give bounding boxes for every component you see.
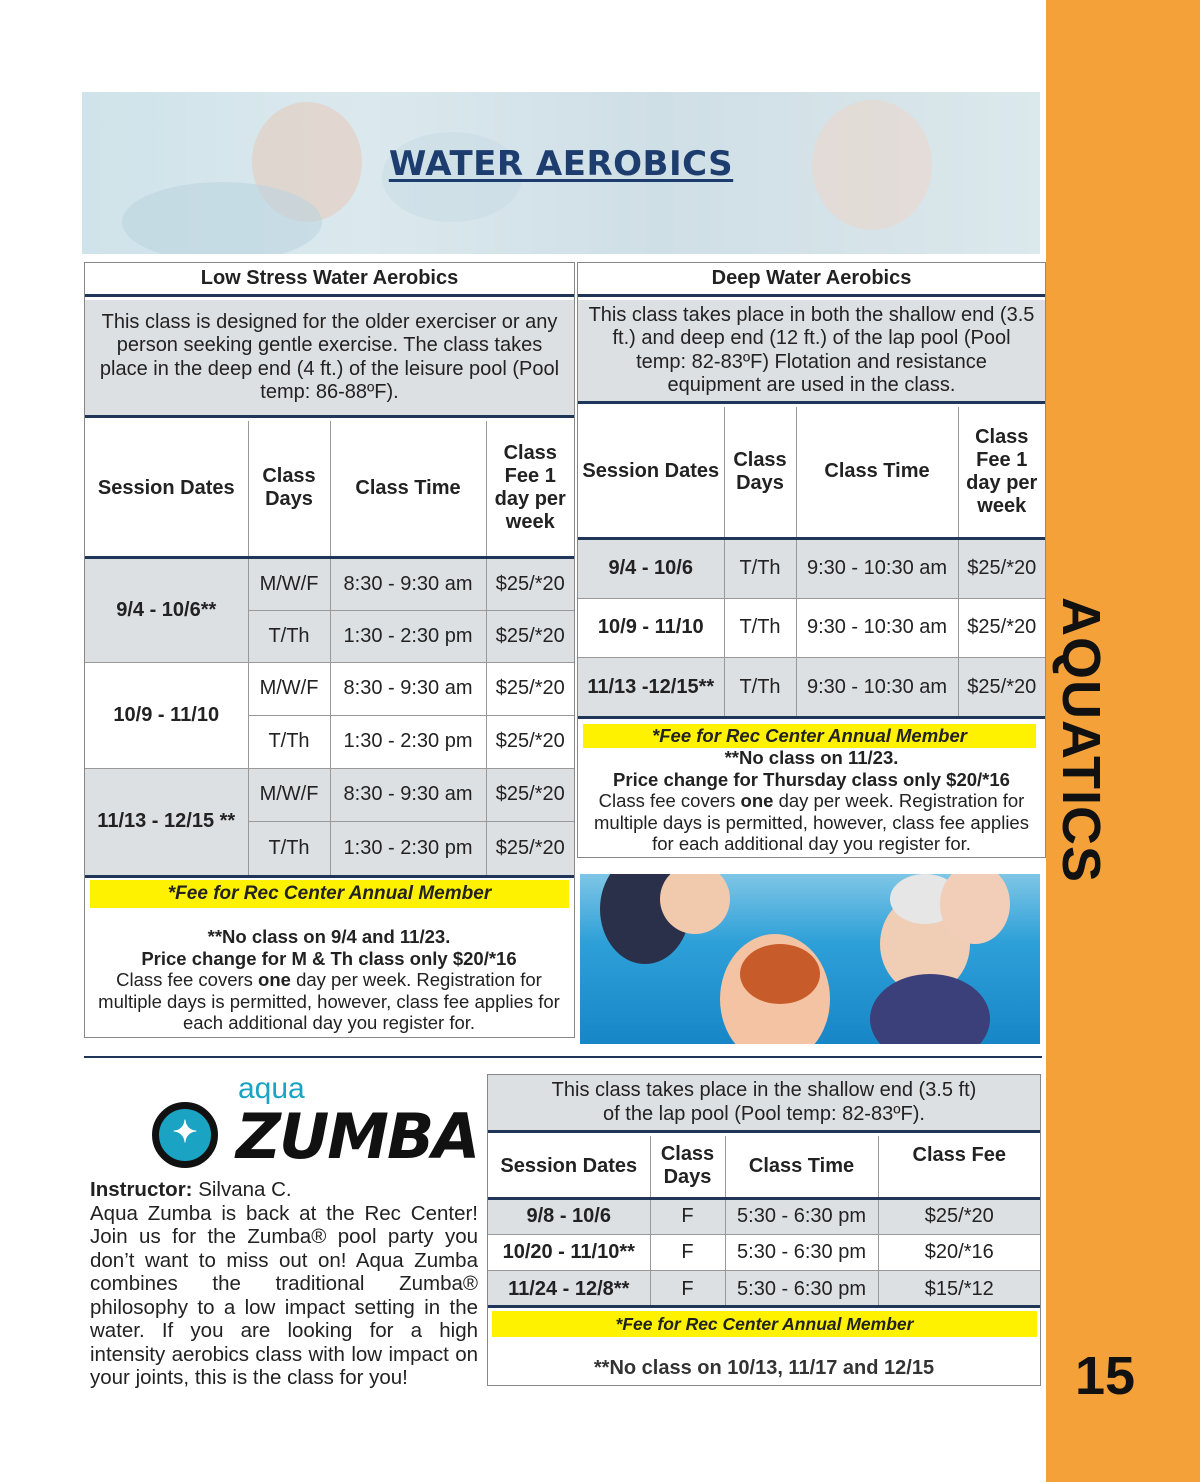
zumba-schedule-table — [488, 1136, 1040, 1308]
header-session-dates: Session Dates — [582, 460, 720, 483]
no-class-note: **No class on 10/13, 11/17 and 12/15 — [593, 1357, 935, 1379]
header-class-time: Class Time — [330, 421, 486, 557]
class-fee: $25/*20 — [878, 1198, 1040, 1234]
class-days: T/Th — [724, 538, 796, 598]
header-session-dates: Session Dates — [500, 1154, 638, 1177]
page-number: 15 — [1074, 1346, 1136, 1406]
class-days: M/W/F — [248, 662, 330, 715]
banner — [82, 92, 1040, 254]
class-time: 5:30 - 6:30 pm — [725, 1198, 878, 1234]
header-class-days: Class Days — [650, 1136, 725, 1198]
deep-water-title: Deep Water Aerobics — [578, 263, 1045, 297]
fee-note: Class fee covers one day per week. Registration for multiple days is permitted, however, class fee applies for each additional day you register for. — [98, 969, 560, 1033]
class-time: 8:30 - 9:30 am — [330, 662, 486, 715]
class-days: T/Th — [248, 610, 330, 662]
price-change-note: Price change for Thursday class only $20/*16 — [613, 768, 1010, 790]
header-class-days: Class Days — [248, 421, 330, 557]
class-fee: $25/*20 — [958, 538, 1045, 598]
instructor: Instructor: Silvana C. — [90, 1178, 292, 1201]
class-time: 1:30 - 2:30 pm — [330, 610, 486, 662]
member-fee-note: *Fee for Rec Center Annual Member — [492, 1311, 1037, 1337]
class-time: 1:30 - 2:30 pm — [330, 715, 486, 768]
no-class-note: **No class on 11/23. — [724, 747, 899, 768]
no-class-note: **No class on 9/4 and 11/23. — [207, 926, 451, 947]
low-stress-notes — [92, 926, 566, 1034]
class-fee: $25/*20 — [958, 598, 1045, 657]
class-time: 5:30 - 6:30 pm — [725, 1234, 878, 1270]
class-days: M/W/F — [248, 768, 330, 821]
class-days: T/Th — [248, 821, 330, 875]
class-time: 9:30 - 10:30 am — [796, 538, 958, 598]
class-fee: $25/*20 — [486, 768, 574, 821]
session-dates: 11/13 -12/15** — [587, 676, 715, 699]
class-fee: $25/*20 — [486, 557, 574, 610]
divider-line — [488, 1305, 1040, 1308]
aqua-zumba-logo: aqua ✦ ZUMBA — [150, 1072, 420, 1172]
zumba-description: Instructor: Silvana C. Aqua Zumba is back at the Rec Center! Join us for the Zumba® pool party you don’t want to miss out on! Aqua Zumba combines the traditional Zumba® philosophy to a low impact setting in the water. If you are looking for a high intensity aerobics class with low impact on your joints, this is the class for you! — [90, 1178, 478, 1389]
deep-water-description: This class takes place in both the shallow end (3.5 ft.) and deep end (12 ft.) of the lap pool (Pool temp: 82-83ºF) Flotation and resistance equipment are used in the class. — [578, 300, 1045, 404]
class-fee: $25/*20 — [486, 715, 574, 768]
low-stress-description: This class is designed for the older exerciser or any person seeking gentle exercise. The class takes place in the deep end (4 ft.) of the leisure pool (Pool temp: 86-88ºF). — [85, 300, 574, 418]
header-class-time: Class Time — [725, 1136, 878, 1198]
session-dates: 10/9 - 11/10 — [85, 662, 248, 768]
class-fee: $20/*16 — [878, 1234, 1040, 1270]
low-stress-schedule-table — [85, 421, 574, 875]
class-days: T/Th — [724, 598, 796, 657]
page-title: WATER AEROBICS — [388, 144, 734, 184]
session-dates: 10/20 - 11/10** — [488, 1234, 650, 1270]
header-class-fee: Class Fee 1 day per week — [958, 407, 1045, 538]
class-days: F — [650, 1198, 725, 1234]
deep-water-notes — [582, 747, 1041, 855]
class-days: F — [650, 1234, 725, 1270]
divider-line — [85, 875, 574, 878]
session-dates: 9/4 - 10/6 — [578, 538, 724, 598]
session-dates: 11/13 - 12/15 ** — [97, 810, 236, 833]
deep-water-schedule-table — [578, 407, 1045, 718]
class-fee: $15/*12 — [878, 1271, 1040, 1308]
class-fee: $25/*20 — [486, 821, 574, 875]
session-dates: 9/8 - 10/6 — [488, 1198, 650, 1234]
class-days: F — [650, 1271, 725, 1308]
class-fee: $25/*20 — [486, 662, 574, 715]
header-class-fee: Class Fee 1 day per week — [486, 421, 574, 557]
price-change-note: Price change for M & Th class only $20/*16 — [141, 947, 517, 969]
header-class-time: Class Time — [796, 407, 958, 538]
class-fee: $25/*20 — [486, 610, 574, 662]
fee-note: Class fee covers one day per week. Registration for multiple days is permitted, however, class fee applies for each additional day you register for. — [594, 790, 1029, 854]
class-days: M/W/F — [248, 557, 330, 610]
header-class-days: Class Days — [724, 407, 796, 538]
member-fee-note: *Fee for Rec Center Annual Member — [583, 724, 1036, 748]
class-time: 9:30 - 10:30 am — [796, 657, 958, 718]
class-time: 9:30 - 10:30 am — [796, 598, 958, 657]
member-fee-note: *Fee for Rec Center Annual Member — [90, 880, 569, 908]
section-divider — [84, 1056, 1042, 1058]
class-days: T/Th — [724, 657, 796, 718]
section-label: AQUATICS — [1051, 597, 1111, 883]
divider-line — [578, 716, 1045, 719]
class-days: T/Th — [248, 715, 330, 768]
low-stress-title: Low Stress Water Aerobics — [85, 263, 574, 297]
class-photo — [580, 874, 1040, 1044]
session-dates: 9/4 - 10/6** — [85, 557, 248, 662]
class-time: 8:30 - 9:30 am — [330, 557, 486, 610]
class-fee: $25/*20 — [958, 657, 1045, 718]
header-session-dates: Session Dates — [97, 476, 235, 499]
zumba-table-description: This class takes place in the shallow end (3.5 ft) of the lap pool (Pool temp: 82-83ºF). — [488, 1075, 1040, 1133]
session-dates: 10/9 - 11/10 — [578, 598, 724, 657]
session-dates: 11/24 - 12/8** — [508, 1278, 630, 1301]
zumba-logo-icon: ✦ — [152, 1102, 218, 1168]
header-class-fee: Class Fee — [878, 1136, 1040, 1198]
class-time: 8:30 - 9:30 am — [330, 768, 486, 821]
class-time: 5:30 - 6:30 pm — [725, 1271, 878, 1308]
class-time: 1:30 - 2:30 pm — [330, 821, 486, 875]
